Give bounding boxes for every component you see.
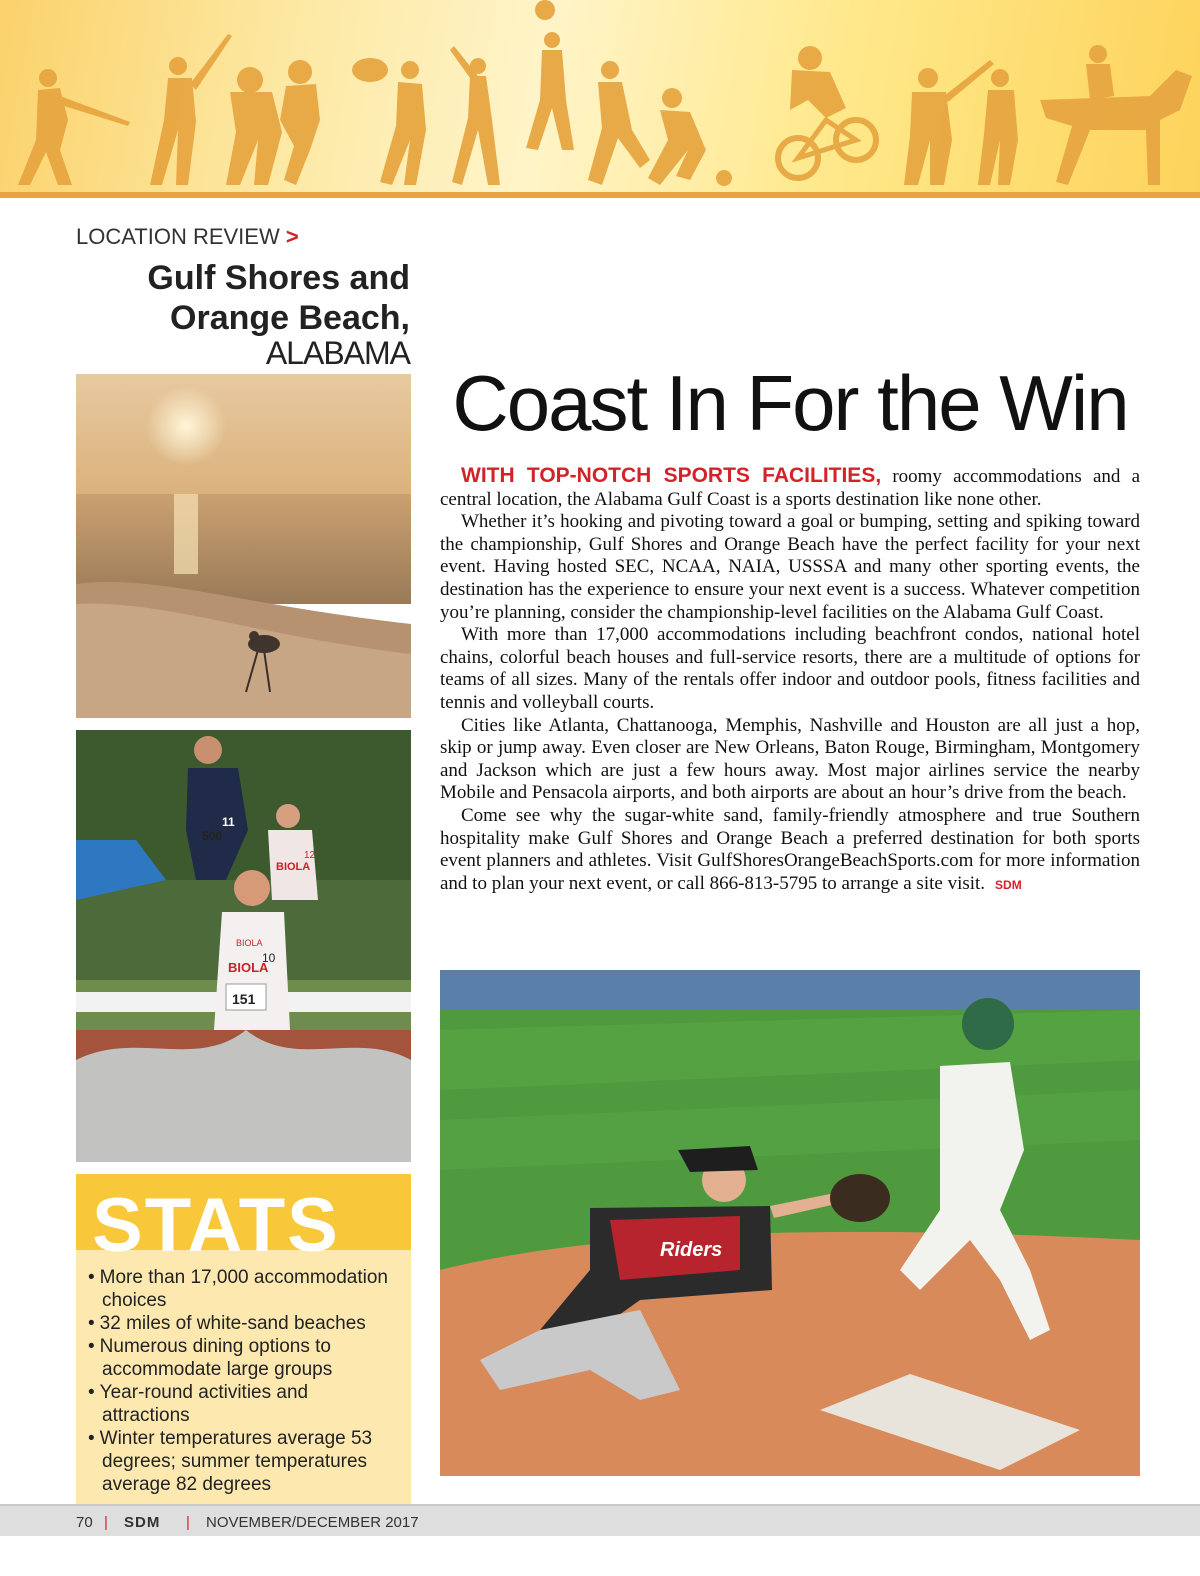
end-mark: SDM (995, 877, 1022, 892)
stats-box (76, 1174, 411, 1504)
footer-issue: NOVEMBER/DECEMBER 2017 (206, 1514, 419, 1531)
article-paragraph-5 (440, 805, 1140, 896)
baseball-jersey-text: Riders (660, 1239, 723, 1261)
article-paragraph-3: With more than 17,000 accommodations including beachfront condos, national hotel chains, colorful beach houses and full-service resorts, there are a multitude of options for teams of all sizes. Many of the rentals offer indoor and outdoor pools, fitness facilities and tennis and volleyball courts. (440, 624, 1140, 713)
section-label-text: LOCATION REVIEW (76, 224, 280, 249)
baseball-photo (440, 970, 1140, 1476)
stats-item: • 32 miles of white-sand beaches (88, 1312, 398, 1335)
stats-list (88, 1266, 398, 1496)
article-headline: Coast In For the Win (452, 359, 1128, 447)
article-paragraph-2: Whether it’s hooking and pivoting toward a goal or bumping, setting and spiking toward the championship, Gulf Shores and Orange Beach have the perfect facility for your next event. Having hosted SEC, NCAA, NAIA, USSSA and many other sporting events, the destination has the experience to ensure your next event is a success. Whatever competition you’re planning, consider the championship-level facilities on the Alabama Gulf Coast. (440, 511, 1140, 623)
article-paragraph-5-text: Come see why the sugar-white sand, family-friendly atmosphere and true Southern hospitality make Gulf Shores and Orange Beach a preferred destination for both sports event planners and athletes. Visit GulfShoresOrangeBeachSports.com for more information and to plan your next event, or call 866-813-5795 to arrange a site visit. (440, 804, 1140, 894)
runner-bib-2: 151 (232, 991, 256, 1007)
page-footer (0, 1504, 1200, 1536)
article-lede: WITH TOP-NOTCH SPORTS FACILITIES, (461, 464, 882, 487)
runner-bib-1: 500 (202, 829, 223, 843)
footer-separator-2: | (186, 1514, 190, 1531)
article-body (440, 465, 1140, 896)
athlete-silhouettes-icon (0, 0, 1200, 198)
stats-item: • Year-round activities and attractions (88, 1381, 398, 1427)
stats-item: • Winter temperatures average 53 degrees; summer temperatures average 82 degrees (88, 1427, 398, 1496)
beach-sunset-photo (76, 374, 411, 718)
stats-title: STATS (92, 1183, 340, 1268)
baseball-image (440, 970, 1140, 1476)
location-title-line2: Orange Beach, (170, 299, 410, 337)
runner-jersey-1: BIOLA (236, 938, 263, 948)
section-arrow: > (285, 224, 299, 249)
runner-number-2: 10 (262, 951, 276, 965)
article-paragraph-1 (440, 465, 1140, 511)
stats-item: • Numerous dining options to accommodate large groups (88, 1335, 398, 1381)
footer-brand: SDM (124, 1514, 161, 1531)
article-paragraph-4: Cities like Atlanta, Chattanooga, Memphis, Nashville and Houston are all just a hop, skip or jump away. Even closer are New Orleans, Baton Rouge, Birmingham, Montgomery and Jackson which are just a few hours away. Most major airlines service the nearby Mobile and Pensacola airports, and both airports are about an hour’s drive from the beach. (440, 714, 1140, 804)
runner-number-3: 12 (304, 850, 316, 861)
article-paragraph-1-text: roomy accommodations and a central location, the Alabama Gulf Coast is a sports destination like none other. (440, 466, 1141, 510)
section-label (76, 224, 299, 250)
steeplechase-image (76, 730, 411, 1162)
steeplechase-photo (76, 730, 411, 1162)
location-state: ALABAMA (265, 335, 410, 371)
sports-silhouette-banner (0, 0, 1200, 198)
runner-jersey-2: BIOLA (228, 960, 269, 975)
beach-sunset-image (76, 374, 411, 718)
runner-jersey-3: BIOLA (276, 861, 311, 873)
stats-item: • More than 17,000 accommodation choices (88, 1266, 398, 1312)
footer-separator-1: | (104, 1514, 108, 1531)
page-number: 70 (76, 1514, 93, 1531)
runner-number-1: 11 (222, 815, 235, 829)
location-title-line1: Gulf Shores and (147, 259, 410, 297)
